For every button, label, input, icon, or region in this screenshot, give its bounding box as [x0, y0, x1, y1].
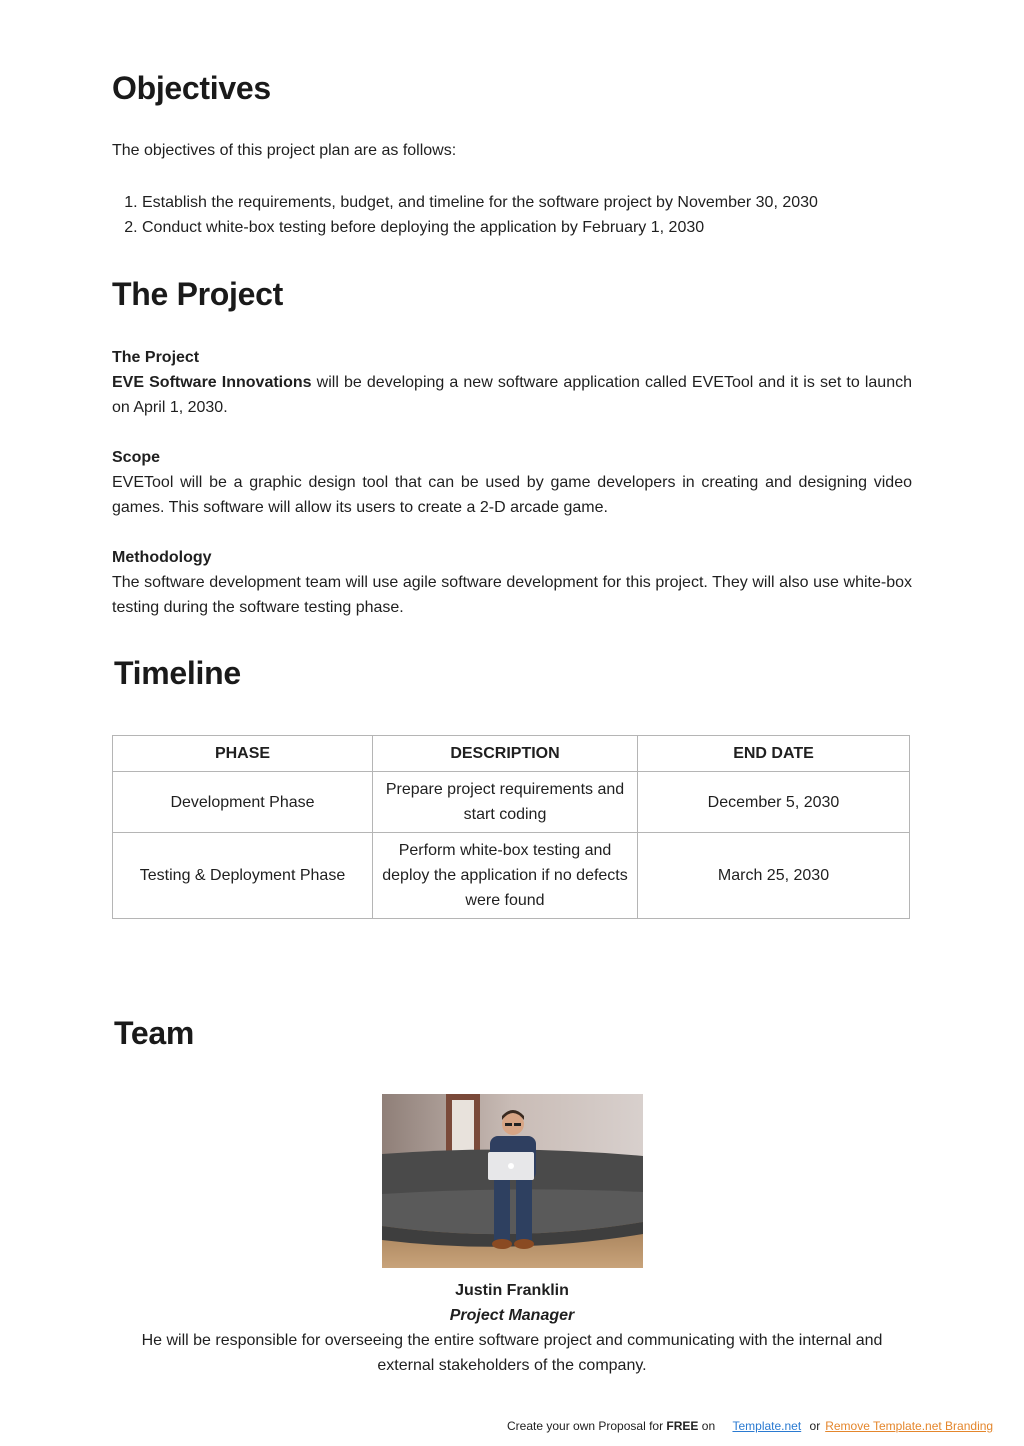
- table-cell: March 25, 2030: [638, 833, 910, 919]
- remove-branding-link[interactable]: Remove Template.net Branding: [825, 1419, 994, 1433]
- methodology-text: The software development team will use agile software development for this project. They will also use white-box testing during the software testing phase.: [112, 574, 912, 616]
- table-cell: Prepare project requirements and start coding: [373, 772, 638, 833]
- team-heading: Team: [114, 1015, 195, 1051]
- table-header-row: [113, 736, 910, 772]
- footer-prefix: Create your own Proposal for: [507, 1419, 667, 1433]
- team-member-photo: [382, 1094, 643, 1268]
- footer-or: or: [809, 1419, 821, 1433]
- column-header-description: DESCRIPTION: [373, 736, 638, 772]
- company-name: EVE Software Innovations: [112, 374, 312, 391]
- team-member-description: He will be responsible for overseeing the entire software project and communicating with the internal and external stakeholders of the company.: [141, 1332, 883, 1374]
- branding-footer: [507, 1419, 993, 1433]
- scope-subheading: Scope: [112, 449, 161, 466]
- objectives-heading: Objectives: [112, 70, 271, 106]
- objectives-list: [112, 190, 818, 240]
- project-heading: The Project: [112, 276, 283, 312]
- scope-section: [112, 445, 912, 520]
- team-member-role: Project Manager: [449, 1307, 575, 1324]
- footer-on: on: [698, 1419, 716, 1433]
- list-item: 1. Establish the requirements, budget, and timeline for the software project by November 30, 2030: [142, 190, 818, 215]
- objectives-intro: The objectives of this project plan are as follows:: [112, 142, 457, 159]
- team-member-name: Justin Franklin: [455, 1282, 569, 1299]
- column-header-phase: PHASE: [113, 736, 373, 772]
- table-row: [113, 833, 910, 919]
- table-cell: Development Phase: [113, 772, 373, 833]
- timeline-heading: Timeline: [114, 655, 241, 691]
- footer-free: FREE: [666, 1419, 699, 1433]
- scope-text: EVETool will be a graphic design tool that can be used by game developers in creating and designing video games. This software will allow its users to create a 2-D arcade game.: [112, 474, 912, 516]
- project-text: will be developing a new software application called EVETool and it is set to launch on April 1, 2030.: [112, 374, 912, 416]
- timeline-table: [112, 735, 910, 919]
- table-cell: December 5, 2030: [638, 772, 910, 833]
- list-item: 2. Conduct white-box testing before deploying the application by February 1, 2030: [142, 215, 818, 240]
- column-header-end-date: END DATE: [638, 736, 910, 772]
- table-cell: Perform white-box testing and deploy the application if no defects were found: [373, 833, 638, 919]
- template-net-link[interactable]: Template.net: [732, 1419, 802, 1433]
- project-subheading: The Project: [112, 349, 200, 366]
- project-section: [112, 345, 912, 420]
- methodology-subheading: Methodology: [112, 549, 212, 566]
- table-cell: Testing & Deployment Phase: [113, 833, 373, 919]
- table-row: [113, 772, 910, 833]
- methodology-section: [112, 545, 912, 620]
